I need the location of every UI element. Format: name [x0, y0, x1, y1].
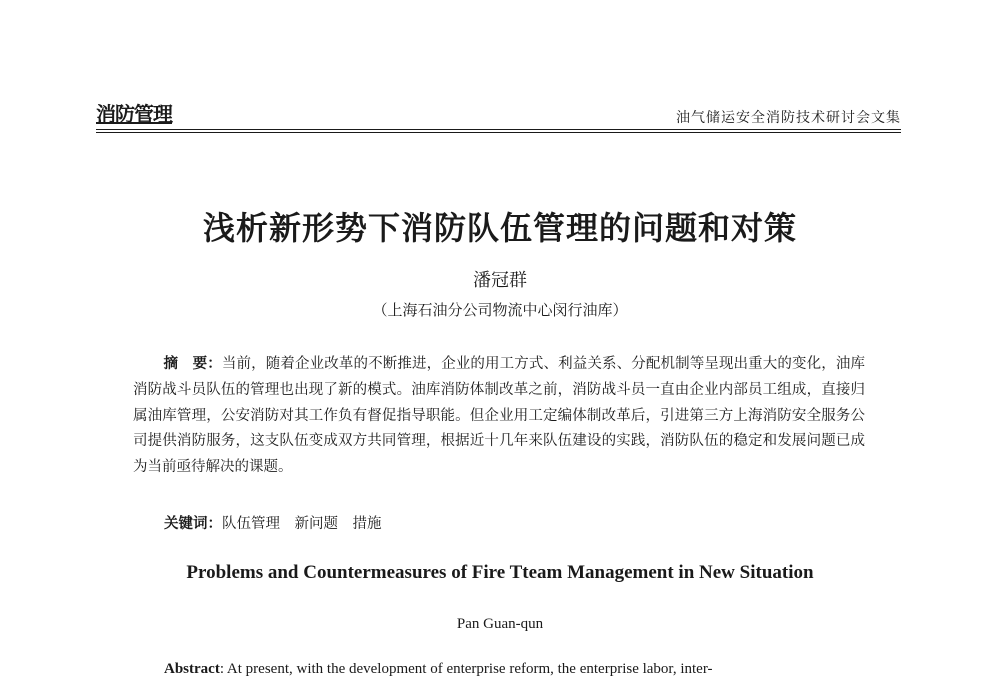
- keywords-label: 关键词：: [164, 516, 222, 532]
- keywords-chinese: [164, 512, 382, 533]
- abstract-chinese: [133, 352, 865, 481]
- paper-title-english: Problems and Countermeasures of Fire Tteam Management in New Situation: [186, 562, 814, 583]
- author-name-english: Pan Guan-qun: [456, 616, 544, 632]
- abstract-label: 摘 要：: [163, 356, 222, 372]
- author-name: 潘冠群: [473, 270, 527, 291]
- header-journal-title: 油气储运安全消防技术研讨会文集: [676, 110, 901, 126]
- author-affiliation: （上海石油分公司物流中心闵行油库）: [372, 301, 628, 319]
- abstract-english-text: : At present, with the development of enterprise reform, the enterprise labor, inter-: [219, 661, 713, 677]
- keywords-text: 队伍管理 新问题 措施: [222, 516, 382, 532]
- abstract-english-label: Abstract: [164, 661, 220, 677]
- abstract-english: [164, 661, 866, 678]
- header-rule: [96, 129, 901, 130]
- header-section-label: 消防管理: [96, 102, 172, 126]
- header-rule-secondary: [96, 132, 901, 133]
- running-header: [96, 100, 901, 130]
- abstract-text: 当前，随着企业改革的不断推进，企业的用工方式、利益关系、分配机制等呈现出重大的变化，油库消防战斗员队伍的管理也出现了新的模式。油库消防体制改革之前，消防战斗员一直由企业内部员工组成，直接归属油库管理，公安消防对其工作负有督促指导职能。但企业用工定编体制改革后，引进第三方上海消防安全服务公司提供消防服务，这支队伍变成双方共同管理，根据近十几年来队伍建设的实践，消防队伍的稳定和发展问题已成为当前亟待解决的课题。: [133, 356, 866, 476]
- paper-title: 浅析新形势下消防队伍管理的问题和对策: [202, 209, 797, 247]
